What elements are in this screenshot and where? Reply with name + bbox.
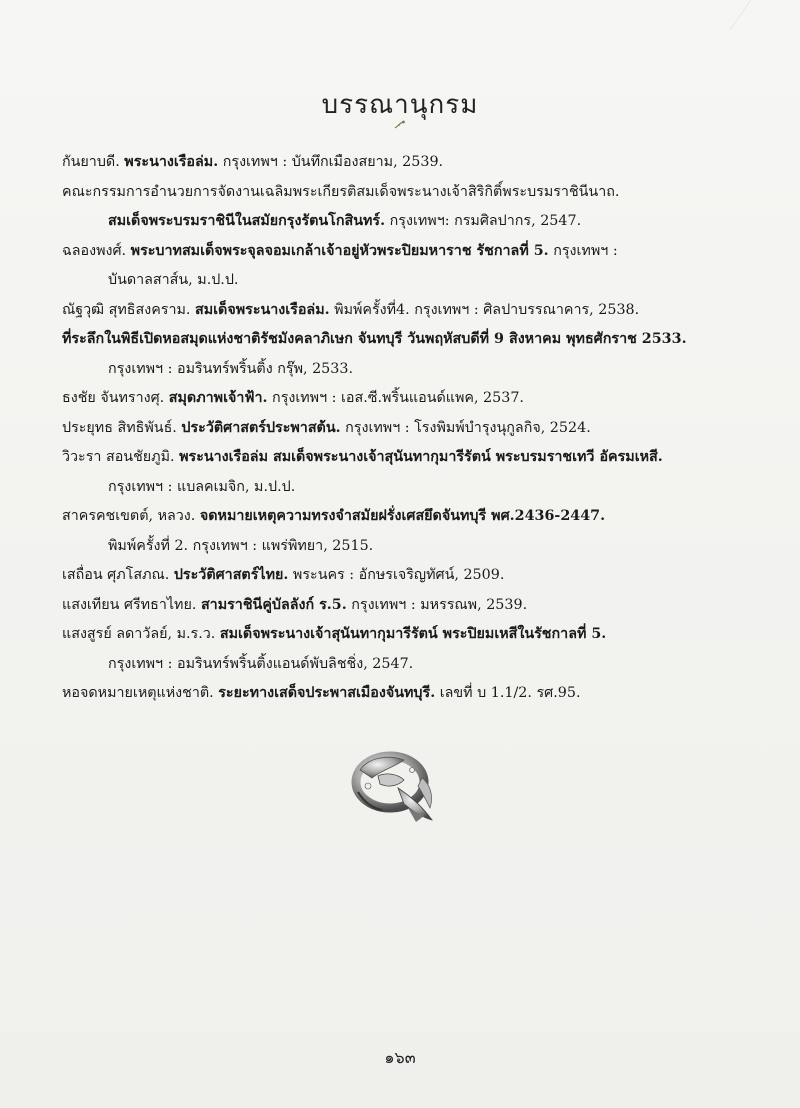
entry-text: บันดาลสาส์น, ม.ป.ป. — [108, 272, 239, 288]
bibliography-entry — [62, 591, 752, 621]
entry-text: แสงสูรย์ ลดาวัลย์, ม.ร.ว. — [62, 626, 220, 642]
entry-text: กรุงเทพฯ : มหรรณพ, 2539. — [346, 596, 528, 613]
entry-text: กรุงเทพฯ: กรมศิลปากร, 2547. — [385, 213, 582, 229]
bibliography-entry — [62, 679, 752, 709]
entry-continuation-line — [62, 650, 752, 680]
entry-first-line — [62, 384, 752, 414]
entry-text: ณัฐวุฒิ สุทธิสงคราม. — [62, 301, 196, 318]
entry-continuation-line — [62, 207, 752, 237]
entry-title: ระยะทางเสด็จประพาสเมืองจันทบุรี. — [218, 685, 436, 701]
entry-text: แสงเทียน ศรีทธาไทย. — [62, 596, 201, 613]
entry-text: พระนคร : อักษรเจริญทัศน์, 2509. — [288, 567, 505, 583]
bibliography-entry — [62, 620, 752, 679]
bibliography-entry — [62, 443, 752, 502]
entry-title: พระนางเรือล่ม. — [124, 154, 219, 170]
page-title: บรรณานุกรม — [321, 90, 479, 120]
entry-text: ฉลองพงศ์. — [62, 242, 131, 259]
entry-title: ที่ระลึกในพิธีเปิดหอสมุดแห่งชาติรัชมังคลาภิเษก จันทบุรี วันพฤหัสบดีที่ 9 สิงหาคม พุทธศักราช 2533. — [62, 331, 687, 347]
entry-continuation-line — [62, 532, 752, 562]
entry-first-line — [62, 502, 752, 532]
entry-first-line — [62, 591, 752, 621]
entry-text: พิมพ์ครั้งที่4. กรุงเทพฯ : ศิลปาบรรณาคาร, 2538. — [329, 301, 640, 318]
entry-text: กรุงเทพฯ : แบลคเมจิก, ม.ป.ป. — [108, 478, 296, 495]
entry-title: พระนางเรือล่ม สมเด็จพระนางเจ้าสุนันทากุมารีรัตน์ พระบรมราชเทวี อัครมเหสี. — [179, 449, 663, 465]
entry-title: สมเด็จพระนางเจ้าสุนันทากุมารีรัตน์ พระปิยมเหสีในรัชกาลที่ 5. — [219, 626, 607, 642]
entry-text: วิวะรา สอนชัยภูมิ. — [62, 449, 180, 465]
entry-first-line — [62, 237, 752, 267]
entry-text: กรุงเทพฯ : โรงพิมพ์บำรุงนุกูลกิจ, 2524. — [340, 419, 591, 436]
entry-title: จดหมายเหตุความทรงจำสมัยฝรั่งเศสยึดจันทบุรี พศ.2436-2447. — [199, 508, 606, 524]
entry-text: ประยุทธ สิทธิพันธ์. — [62, 419, 182, 436]
bibliography-entry — [62, 178, 752, 237]
entry-text: ธงชัย จันทรางศุ. — [62, 390, 169, 406]
royal-emblem-icon — [338, 748, 458, 830]
page-number: ๑๖๓ — [384, 1048, 416, 1067]
entry-first-line — [62, 296, 752, 326]
entry-title: สมเด็จพระบรมราชินีในสมัยกรุงรัตนโกสินทร์. — [108, 213, 386, 229]
entry-title: ประวัติศาสตร์ประพาสต้น. — [181, 419, 341, 436]
entry-text: เสถื่อน ศุภโสภณ. — [62, 567, 174, 583]
entry-first-line — [62, 679, 752, 709]
bibliography-entry — [62, 384, 752, 414]
bibliography-entry — [62, 325, 752, 384]
entry-continuation-line — [62, 266, 752, 296]
bibliography-entry — [62, 296, 752, 326]
entry-continuation-line — [62, 355, 752, 385]
entry-text: กันยาบดี. — [62, 154, 125, 170]
bibliography-entry — [62, 237, 752, 296]
entry-text: กรุงเทพฯ : — [548, 242, 618, 259]
entry-title: สามราชินีคู่บัลลังก์ ร.5. — [200, 596, 347, 613]
entry-title: สมเด็จพระนางเรือล่ม. — [195, 301, 330, 318]
entry-first-line — [62, 148, 752, 178]
entry-first-line — [62, 325, 752, 355]
entry-title: ประวัติศาสตร์ไทย. — [173, 567, 289, 583]
entry-title: พระบาทสมเด็จพระจุลจอมเกล้าเจ้าอยู่หัวพระปิยมหาราช รัชกาลที่ 5. — [130, 242, 549, 259]
entry-text: เลขที่ บ 1.1/2. รศ.95. — [435, 685, 581, 701]
entry-first-line — [62, 561, 752, 591]
entry-first-line — [62, 620, 752, 650]
entry-first-line — [62, 414, 752, 444]
entry-text: คณะกรรมการอำนวยการจัดงานเฉลิมพระเกียรติสมเด็จพระนางเจ้าสิริกิติ์พระบรมราชินีนาถ. — [62, 183, 620, 200]
entry-first-line — [62, 178, 752, 208]
entry-text: กรุงเทพฯ : เอส.ซี.พริ้นแอนด์แพค, 2537. — [267, 390, 524, 406]
entry-text: กรุงเทพฯ : บันทึกเมืองสยาม, 2539. — [218, 154, 444, 170]
entry-continuation-line — [62, 473, 752, 503]
floral-ornament-icon — [393, 120, 407, 130]
bibliography-entry — [62, 148, 752, 178]
bibliography-entry — [62, 414, 752, 444]
bibliography-list — [62, 148, 752, 709]
bibliography-entry — [62, 561, 752, 591]
entry-text: สาครคชเขตต์, หลวง. — [62, 508, 200, 524]
entry-text: กรุงเทพฯ : อมรินทร์พริ้นติ้งแอนด์พับลิชชิ่ง, 2547. — [108, 655, 414, 672]
entry-first-line — [62, 443, 752, 473]
page-corner-mark — [729, 0, 800, 30]
entry-text: หอจดหมายเหตุแห่งชาติ. — [62, 685, 219, 701]
entry-title: สมุดภาพเจ้าฟ้า. — [168, 390, 268, 406]
entry-text: พิมพ์ครั้งที่ 2. กรุงเทพฯ : แพร่พิทยา, 2515. — [108, 537, 374, 554]
entry-text: กรุงเทพฯ : อมรินทร์พริ้นติ้ง กรุ๊พ, 2533. — [108, 360, 354, 377]
bibliography-entry — [62, 502, 752, 561]
